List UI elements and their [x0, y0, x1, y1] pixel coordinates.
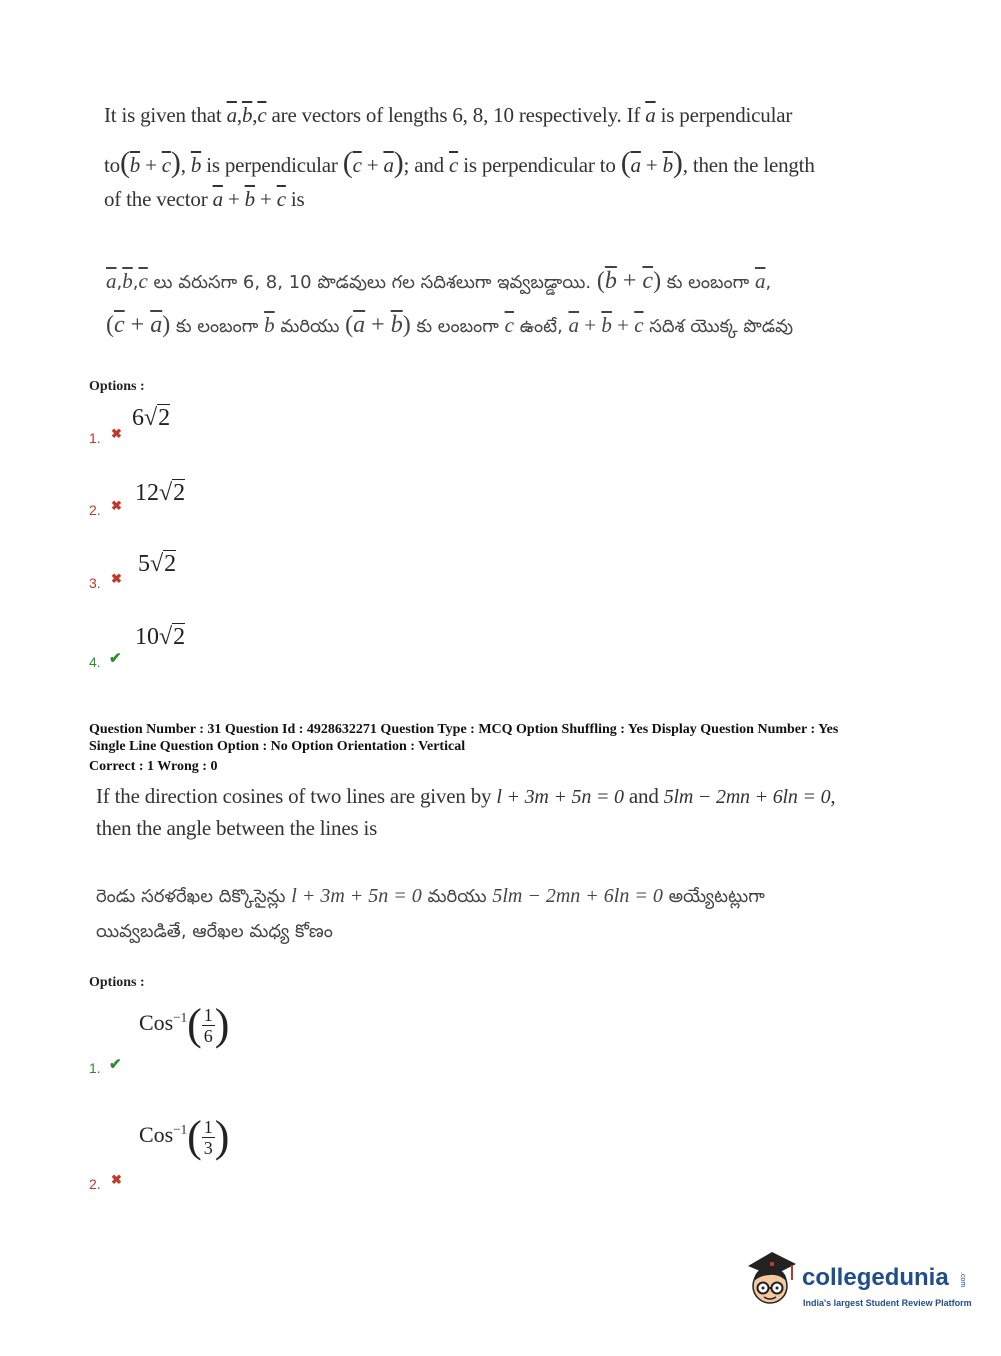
option-value: 5√2 [138, 551, 177, 577]
brand-tagline: India's largest Student Review Platform [803, 1298, 972, 1308]
q31-line1: If the direction cosines of two lines are given by l + 3m + 5n = 0 and 5lm − 2mn + 6ln = 0, [96, 784, 836, 808]
option-number: 2. [89, 502, 101, 518]
q31-options-label: Options : [89, 975, 145, 990]
mascot-icon [742, 1248, 800, 1308]
check-icon: ✔ [109, 1057, 122, 1073]
option-value: 12√2 [135, 480, 186, 506]
q30-telugu-line1: $\overline{a},\overline{b},\overline{c}$ లు వరుసగా 6, 8, 10 పొడవులు గల సదిశలుగా ఇవ్వబడ్డాయి. $(\overline{b} + \overline{c})$ కు లంబంగా $\overline{a}$, [106, 268, 772, 294]
option-number: 4. [89, 654, 101, 670]
option-value: Cos$^{-1}$( $\frac{1}{3}$ ) [139, 1112, 230, 1161]
option-value: 10√2 [135, 624, 186, 650]
brand-name: collegedunia [802, 1264, 949, 1291]
option-number: 1. [89, 1060, 101, 1076]
option-number: 3. [89, 575, 101, 591]
q31-option-1[interactable] [89, 1000, 289, 1083]
wrong-icon: ✖ [111, 571, 122, 586]
q31-option-2[interactable] [89, 1112, 289, 1195]
q30-english-text [104, 100, 904, 216]
q31-telugu-line1: రెండు సరళరేఖల దిక్కొసైన్లు l + 3m + 5n = 0 మరియు 5lm − 2mn + 6ln = 0 అయ్యేటట్లుగా [96, 885, 765, 907]
collegedunia-logo[interactable] [742, 1248, 972, 1310]
option-number: 2. [89, 1176, 101, 1192]
q30-telugu-line2: $(\overline{c} + \overline{a})$ కు లంబంగా $\overline{b}$ మరియు $(\overline{a} + \overline{b})$ కు లంబంగా $\overline{c}$ ఉంటే, $\overline{a} + \overline{b} + \overline{c}$ సదిశ యొక్క పొడవు [106, 312, 794, 338]
q31-telugu-line2: యివ్వబడితే, ఆరేఖల మధ్య కోణం [96, 921, 333, 942]
meta-line2: Single Line Question Option : No Option Orientation : Vertical [89, 739, 466, 754]
question-metadata [89, 721, 969, 775]
meta-line1: Question Number : 31 Question Id : 4928632271 Question Type : MCQ Option Shuffling : Yes Display Question Number : Yes [89, 722, 839, 737]
wrong-icon: ✖ [111, 1172, 122, 1187]
wrong-icon: ✖ [111, 498, 122, 513]
check-icon: ✔ [109, 651, 122, 667]
q31-english-text [96, 781, 916, 845]
wrong-icon: ✖ [111, 426, 122, 441]
option-value: Cos$^{-1}$( $\frac{1}{6}$ ) [139, 1000, 230, 1049]
q30-line3: of the vector $\overline{a} + \overline{b} + \overline{c}$ is [104, 187, 305, 211]
q30-options-label: Options : [89, 379, 145, 394]
option-number: 1. [89, 430, 101, 446]
q31-line2: then the angle between the lines is [96, 816, 378, 840]
q30-line1: It is given that $\overline{a},\overline{b},\overline{c}$ are vectors of lengths 6, 8, 10 respectively. If $\overline{a}$ is perpendicular [104, 103, 793, 127]
q31-telugu-text [96, 885, 916, 946]
q30-telugu-text [106, 268, 906, 341]
meta-line3: Correct : 1 Wrong : 0 [89, 759, 218, 774]
q30-line2: $to(\overline{b} + \overline{c})$, $\overline{b}$ is perpendicular $(\overline{c} + \overline{a})$; and $\overline{c}$ is perpendicular to $(\overline{a} + \overline{b})$, then the length [104, 146, 815, 179]
option-value: 6√2 [132, 405, 171, 431]
brand-com: .com [959, 1272, 966, 1288]
